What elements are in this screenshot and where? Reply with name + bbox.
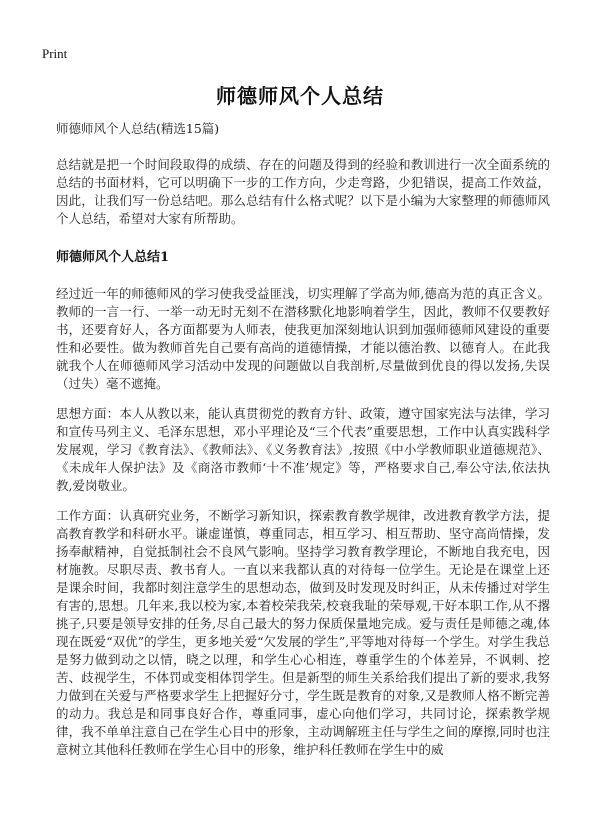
print-link[interactable]: Print <box>42 46 68 61</box>
body-paragraph-1: 经过近一年的师德师风的学习使我受益匪浅，切实理解了学高为师,德高为范的真正含义。教师的一言一行、一举一动无时无刻不在潜移默化地影响着学生，因此，教师不仅要教好书，还要育好人，各方面都要为人师表，使我更加深刻地认识到加强师德师风建设的重要性和必要性。做为教师首先自己要有高尚的道德情操，才能以德治教、以德育人。在此我就我个人在师德师风学习活动中发现的问题做以自我剖析,尽量做到优良的得以发扬,失误（过失）毫不遮掩。 <box>56 286 550 391</box>
body-paragraph-2: 思想方面：本人从教以来，能认真贯彻党的教育方针、政策，遵守国家宪法与法律，学习和宣传马列主义、毛泽东思想，邓小平理论及“三个代表”重要思想，工作中认真实践科学发展观，学习《教育法》、《教师法》、《义务教育法》,按照《中小学教师职业道德规范》、《未成年人保护法》及《商洛市教师‘十不准’规定》等，严格要求自己,奉公守法,依法执教,爱岗敬业。 <box>56 406 550 493</box>
document-body <box>56 120 550 771</box>
page-title: 师德师风个人总结 <box>216 84 384 108</box>
intro-paragraph: 总结就是把一个时间段取得的成绩、存在的问题及得到的经验和教训进行一次全面系统的总结的书面材料，它可以明确下一步的工作方向，少走弯路，少犯错误，提高工作效益，因此，让我们写一份总结吧。那么总结有什么格式呢？以下是小编为大家整理的师德师风个人总结，希望对大家有所帮助。 <box>56 157 550 226</box>
document-subtitle: 师德师风个人总结(精选15篇) <box>56 121 220 136</box>
body-paragraph-3: 工作方面：认真研究业务，不断学习新知识，探索教育教学规律，改进教育教学方法，提高教育教学和科研水平。谦虚谨慎，尊重同志，相互学习、相互帮助、坚守高尚情操，发扬奉献精神，自觉抵制社会不良风气影响。坚持学习教育教学理论，不断地自我充电，因材施教。尽职尽责、教书育人。一直以来我都认真的对待每一位学生。无论是在课堂上还是课余时间，我都时刻注意学生的思想动态，做到及时发现及时纠正，从未传播过对学生有害的,思想。几年来,我以校为家,本着校荣我荣,校衰我耻的荣辱观,干好本职工作,从不撂挑子,只要是领导安排的任务,尽自己最大的努力保质保量地完成。爱与责任是师德之魂,体现在既爱“双优”的学生，更多地关爱“欠发展的学生”,平等地对待每一个学生。对学生我总是努力做到动之以情，晓之以理，和学生心心相连，尊重学生的个体差异，不讽刺、挖苦、歧视学生，不体罚或变相体罚学生。但是新型的师生关系给我们提出了新的要求,我努力做到在关爱与严格要求学生上把握好分寸，学生既是教育的对象,又是教师人格不断完善的动力。我总是和同事良好合作，尊重同事，虚心向他们学习，共同讨论，探索教学规律，我不单单注意自己在学生心目中的形象，主动调解班主任与学生之间的摩擦,同时也注意树立其他科任教师在学生心目中的形象，维护科任教师在学生中的威 <box>56 508 550 757</box>
section-heading: 师德师风个人总结1 <box>56 250 170 265</box>
